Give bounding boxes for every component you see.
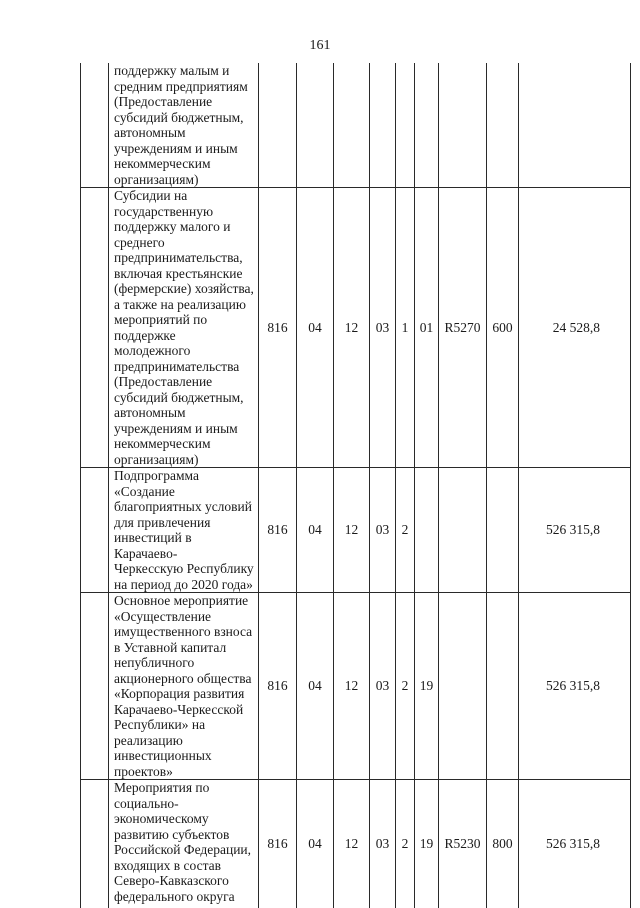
expense-type-code-cell — [487, 593, 519, 780]
program-code-cell: 03 — [370, 188, 396, 468]
amount-cell: 526 315,8 — [519, 780, 631, 908]
main-activity-code-cell: 19 — [415, 780, 439, 908]
row-number-cell — [81, 468, 109, 593]
table-row — [81, 468, 631, 593]
subprogram-code-cell — [396, 63, 415, 188]
row-number-cell — [81, 780, 109, 908]
program-code-cell: 03 — [370, 593, 396, 780]
direction-code-cell — [439, 593, 487, 780]
amount-cell: 526 315,8 — [519, 593, 631, 780]
item-name-cell: Подпрограмма «Создание благоприятных условий для привлечения инвестиций в Карачаево- Черкесскую Республику на период до 2020 года» — [109, 468, 259, 593]
amount-cell — [519, 63, 631, 188]
subsection-code-cell: 12 — [334, 593, 370, 780]
ministry-code-cell: 816 — [259, 468, 297, 593]
ministry-code-cell: 816 — [259, 593, 297, 780]
section-code-cell: 04 — [297, 780, 334, 908]
subsection-code-cell: 12 — [334, 188, 370, 468]
row-number-cell — [81, 188, 109, 468]
table-row — [81, 593, 631, 780]
main-activity-code-cell: 01 — [415, 188, 439, 468]
subprogram-code-cell: 2 — [396, 593, 415, 780]
main-activity-code-cell — [415, 63, 439, 188]
item-name-cell: Субсидии на государственную поддержку малого и среднего предпринимательства, включая крестьянские (фермерские) хозяйства, а также на реализацию мероприятий по поддержке молодежного предпринимательства (Предоставление субсидий бюджетным, автономным учреждениям и иным некоммерческим организациям) — [109, 188, 259, 468]
ministry-code-cell — [259, 63, 297, 188]
expense-type-code-cell: 600 — [487, 188, 519, 468]
main-activity-code-cell: 19 — [415, 593, 439, 780]
amount-cell: 526 315,8 — [519, 468, 631, 593]
row-number-cell — [81, 593, 109, 780]
expense-type-code-cell: 800 — [487, 780, 519, 908]
page-number: 161 — [0, 38, 640, 54]
section-code-cell — [297, 63, 334, 188]
direction-code-cell — [439, 63, 487, 188]
ministry-code-cell: 816 — [259, 188, 297, 468]
section-code-cell: 04 — [297, 468, 334, 593]
main-activity-code-cell — [415, 468, 439, 593]
program-code-cell — [370, 63, 396, 188]
ministry-code-cell: 816 — [259, 780, 297, 908]
table-row — [81, 780, 631, 908]
subsection-code-cell: 12 — [334, 468, 370, 593]
subprogram-code-cell: 2 — [396, 780, 415, 908]
program-code-cell: 03 — [370, 780, 396, 908]
item-name-cell: Мероприятия по социально- экономическому развитию субъектов Российской Федерации, входящих в состав Северо-Кавказского федерального округа — [109, 780, 259, 908]
direction-code-cell: R5230 — [439, 780, 487, 908]
subprogram-code-cell: 2 — [396, 468, 415, 593]
direction-code-cell: R5270 — [439, 188, 487, 468]
row-number-cell — [81, 63, 109, 188]
subsection-code-cell: 12 — [334, 780, 370, 908]
section-code-cell: 04 — [297, 188, 334, 468]
table-row — [81, 63, 631, 188]
budget-table — [80, 63, 631, 908]
expense-type-code-cell — [487, 63, 519, 188]
expense-type-code-cell — [487, 468, 519, 593]
item-name-cell: Основное мероприятие «Осуществление имущественного взноса в Уставной капитал непубличного акционерного общества «Корпорация развития Карачаево-Черкесской Республики» на реализацию инвестиционных проектов» — [109, 593, 259, 780]
item-name-cell: поддержку малым и средним предприятиям (Предоставление субсидий бюджетным, автономным учреждениям и иным некоммерческим организациям) — [109, 63, 259, 188]
subprogram-code-cell: 1 — [396, 188, 415, 468]
direction-code-cell — [439, 468, 487, 593]
program-code-cell: 03 — [370, 468, 396, 593]
subsection-code-cell — [334, 63, 370, 188]
table-row — [81, 188, 631, 468]
section-code-cell: 04 — [297, 593, 334, 780]
amount-cell: 24 528,8 — [519, 188, 631, 468]
